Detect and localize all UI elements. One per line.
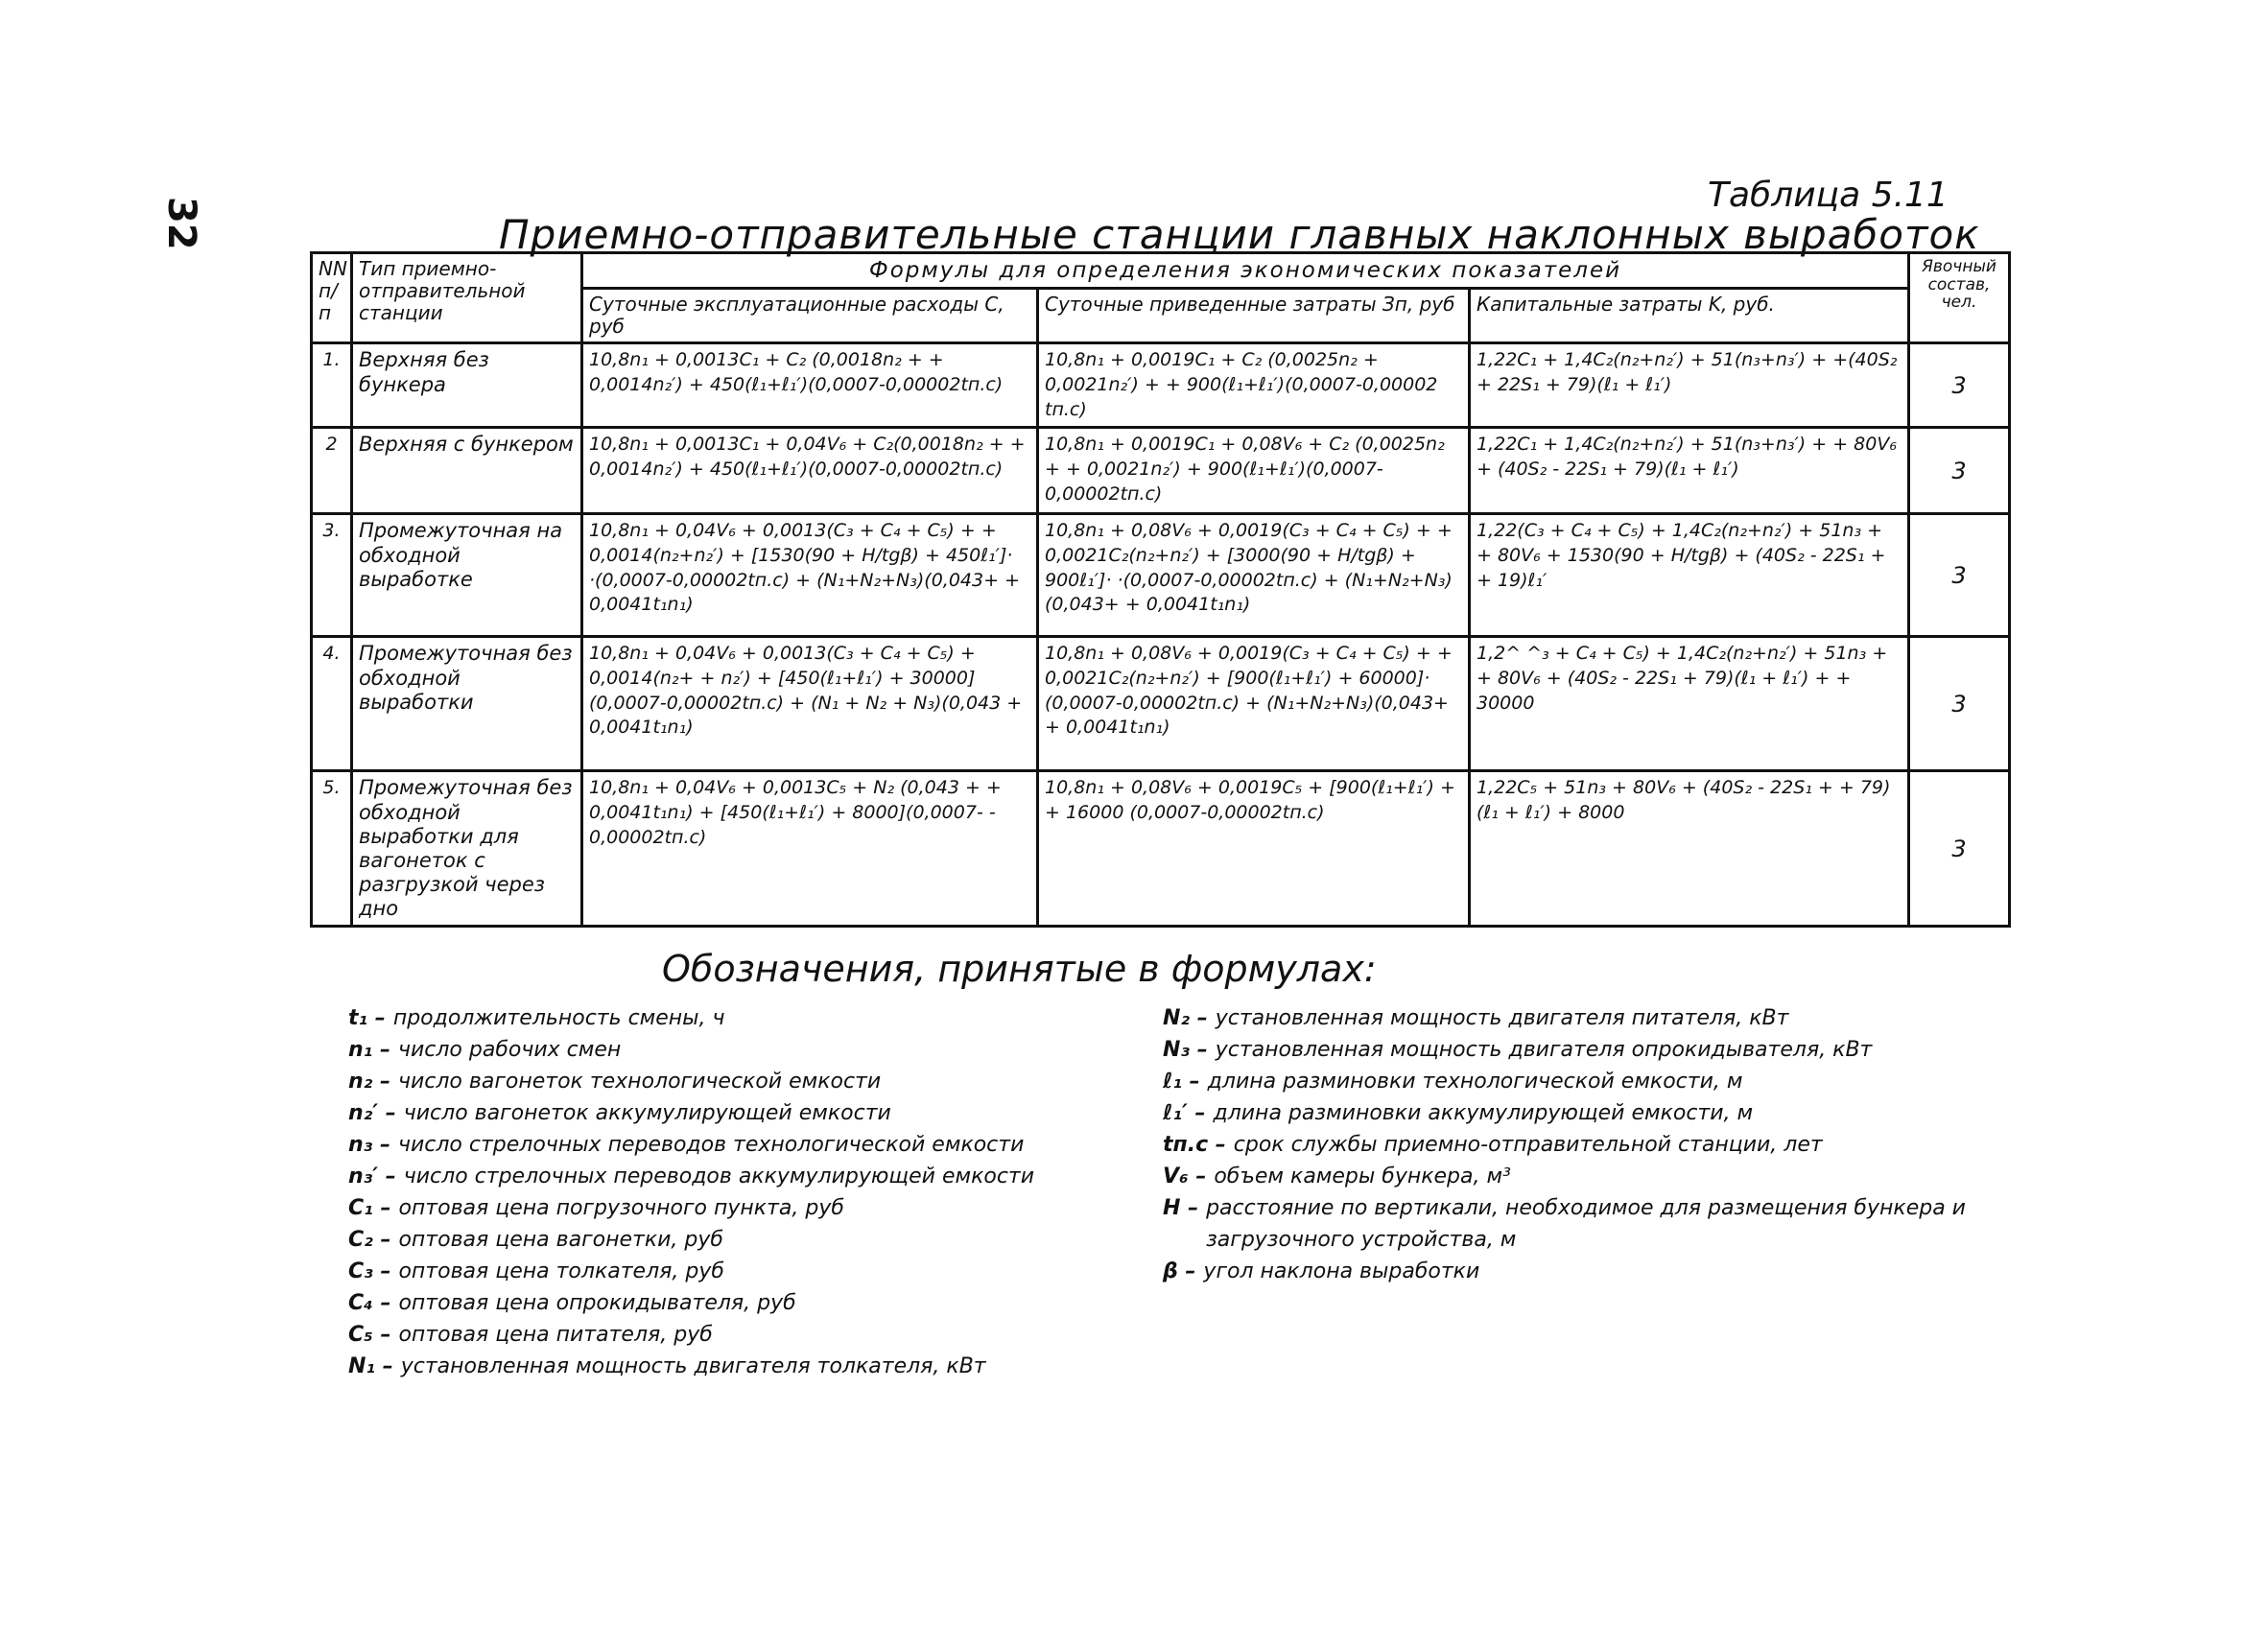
legend-item xyxy=(348,1287,1049,1319)
station-type: Верхняя с бункером xyxy=(352,428,582,514)
row-number: 5. xyxy=(312,771,352,927)
daily-costs-formula: 10,8n₁ + 0,04V₆ + 0,0013(C₃ + C₄ + C₅) + + 0,0014(n₂+n₂′) + [1530(90 + H/tgβ) + 450ℓ₁′]· ·(0,0007-0,00002tп.с) + (N₁+N₂+N₃)(0,043+ + 0,0041t₁n₁) xyxy=(582,514,1038,637)
daily-reduced-formula: 10,8n₁ + 0,08V₆ + 0,0019C₅ + [900(ℓ₁+ℓ₁′) + + 16000 (0,0007-0,00002tп.с) xyxy=(1038,771,1470,927)
daily-costs-formula: 10,8n₁ + 0,04V₆ + 0,0013C₅ + N₂ (0,043 + + 0,0041t₁n₁) + [450(ℓ₁+ℓ₁′) + 8000](0,0007- - 0,00002tп.с) xyxy=(582,771,1038,927)
daily-reduced-formula: 10,8n₁ + 0,0019C₁ + C₂ (0,0025n₂ + 0,0021n₂′) + + 900(ℓ₁+ℓ₁′)(0,0007-0,00002 tп.с) xyxy=(1038,343,1470,428)
legend-symbol: n₂′ – xyxy=(348,1101,396,1125)
legend-definition: длина разминовки аккумулирующей емкости, м xyxy=(1213,1101,1754,1125)
legend-definition: установленная мощность двигателя опрокидывателя, кВт xyxy=(1215,1038,1873,1062)
header-daily-reduced: Суточные приведенные затраты Зп, руб xyxy=(1038,289,1470,343)
legend-item xyxy=(348,1097,1049,1129)
table-title: Приемно-отправительные станции главных наклонных выработок xyxy=(499,211,1980,258)
crew-count: 3 xyxy=(1909,771,2010,927)
legend-symbol: C₃ – xyxy=(348,1259,391,1283)
legend-definition: число стрелочных переводов технологической емкости xyxy=(397,1133,1025,1157)
legend-definition: число вагонеток технологической емкости xyxy=(397,1070,882,1094)
legend-item xyxy=(348,1256,1049,1287)
row-number: 4. xyxy=(312,637,352,771)
legend-left-column xyxy=(348,1002,1049,1382)
station-type: Верхняя без бункера xyxy=(352,343,582,428)
header-nn: NN п/п xyxy=(312,253,352,343)
table-label: Таблица 5.11 xyxy=(1708,176,1949,215)
daily-costs-formula: 10,8n₁ + 0,0013C₁ + C₂ (0,0018n₂ + + 0,0014n₂′) + 450(ℓ₁+ℓ₁′)(0,0007-0,00002tп.с) xyxy=(582,343,1038,428)
crew-count: 3 xyxy=(1909,637,2010,771)
legend-item xyxy=(348,1002,1049,1034)
legend-definition: расстояние по вертикали, необходимое для размещения бункера и загрузочного устройства, м xyxy=(1206,1196,1966,1252)
crew-count: 3 xyxy=(1909,514,2010,637)
legend-definition: оптовая цена вагонетки, руб xyxy=(398,1228,723,1252)
legend-symbol: C₄ – xyxy=(348,1291,391,1315)
header-type: Тип приемно-отправительной станции xyxy=(352,253,582,343)
legend-definition: объем камеры бункера, м³ xyxy=(1214,1165,1511,1188)
crew-count: 3 xyxy=(1909,428,2010,514)
capital-formula: 1,22C₁ + 1,4C₂(n₂+n₂′) + 51(n₃+n₃′) + + 80V₆ + (40S₂ - 22S₁ + 79)(ℓ₁ + ℓ₁′) xyxy=(1470,428,1909,514)
table-row xyxy=(312,637,2010,771)
legend-item xyxy=(1163,1097,2084,1129)
table-row xyxy=(312,771,2010,927)
table-row xyxy=(312,514,2010,637)
legend-right-column xyxy=(1163,1002,2084,1287)
legend-title: Обозначения, принятые в формулах: xyxy=(662,948,1377,990)
legend-definition: угол наклона выработки xyxy=(1203,1259,1480,1283)
station-type: Промежуточная без обходной выработки xyxy=(352,637,582,771)
legend-symbol: β – xyxy=(1163,1259,1196,1283)
capital-formula: 1,22C₅ + 51n₃ + 80V₆ + (40S₂ - 22S₁ + + 79)(ℓ₁ + ℓ₁′) + 8000 xyxy=(1470,771,1909,927)
legend-item xyxy=(348,1224,1049,1256)
capital-formula: 1,2^ ^₃ + C₄ + C₅) + 1,4C₂(n₂+n₂′) + 51n₃ + + 80V₆ + (40S₂ - 22S₁ + 79)(ℓ₁ + ℓ₁′) + + 30000 xyxy=(1470,637,1909,771)
legend-symbol: N₃ – xyxy=(1163,1038,1208,1062)
legend-symbol: tп.с – xyxy=(1163,1133,1226,1157)
daily-reduced-formula: 10,8n₁ + 0,08V₆ + 0,0019(C₃ + C₄ + C₅) + + 0,0021C₂(n₂+n₂′) + [3000(90 + H/tgβ) + 900ℓ₁′]· ·(0,0007-0,00002tп.с) + (N₁+N₂+N₃)(0,043+ + 0,0041t₁n₁) xyxy=(1038,514,1470,637)
legend-symbol: ℓ₁ – xyxy=(1163,1070,1200,1094)
capital-formula: 1,22(C₃ + C₄ + C₅) + 1,4C₂(n₂+n₂′) + 51n₃ + + 80V₆ + 1530(90 + H/tgβ) + (40S₂ - 22S₁ + + 19)ℓ₁′ xyxy=(1470,514,1909,637)
station-type: Промежуточная без обходной выработки для вагонеток с разгрузкой через дно xyxy=(352,771,582,927)
legend-item xyxy=(348,1034,1049,1066)
legend-definition: срок службы приемно-отправительной станции, лет xyxy=(1233,1133,1823,1157)
stations-table xyxy=(310,251,2011,928)
legend-item xyxy=(1163,1129,2084,1161)
legend-symbol: N₁ – xyxy=(348,1354,393,1378)
daily-costs-formula: 10,8n₁ + 0,0013C₁ + 0,04V₆ + C₂(0,0018n₂ + + 0,0014n₂′) + 450(ℓ₁+ℓ₁′)(0,0007-0,00002tп.с) xyxy=(582,428,1038,514)
legend-item xyxy=(1163,1066,2084,1097)
legend-definition: число стрелочных переводов аккумулирующей емкости xyxy=(403,1165,1035,1188)
header-daily-costs: Суточные эксплуатационные расходы C, руб xyxy=(582,289,1038,343)
legend-item xyxy=(348,1319,1049,1351)
legend-item xyxy=(348,1129,1049,1161)
legend-symbol: n₃′ – xyxy=(348,1165,396,1188)
legend-definition: оптовая цена питателя, руб xyxy=(398,1323,713,1347)
legend-symbol: n₂ – xyxy=(348,1070,390,1094)
legend-definition: длина разминовки технологической емкости, м xyxy=(1207,1070,1743,1094)
table-row xyxy=(312,428,2010,514)
legend-definition: продолжительность смены, ч xyxy=(392,1006,725,1030)
crew-count: 3 xyxy=(1909,343,2010,428)
legend-symbol: N₂ – xyxy=(1163,1006,1208,1030)
legend-definition: установленная мощность двигателя питателя, кВт xyxy=(1215,1006,1789,1030)
legend-symbol: ℓ₁′ – xyxy=(1163,1101,1206,1125)
legend-item xyxy=(348,1161,1049,1192)
station-type: Промежуточная на обходной выработке xyxy=(352,514,582,637)
row-number: 3. xyxy=(312,514,352,637)
header-crew: Явочный состав, чел. xyxy=(1909,253,2010,343)
legend-definition: установленная мощность двигателя толкателя, кВт xyxy=(400,1354,986,1378)
daily-reduced-formula: 10,8n₁ + 0,08V₆ + 0,0019(C₃ + C₄ + C₅) + + 0,0021C₂(n₂+n₂′) + [900(ℓ₁+ℓ₁′) + 60000]· (0,0007-0,00002tп.с) + (N₁+N₂+N₃)(0,043+ + 0,0041t₁n₁) xyxy=(1038,637,1470,771)
legend-item xyxy=(1163,1002,2084,1034)
legend-definition: оптовая цена погрузочного пункта, руб xyxy=(398,1196,844,1220)
capital-formula: 1,22C₁ + 1,4C₂(n₂+n₂′) + 51(n₃+n₃′) + +(40S₂ + 22S₁ + 79)(ℓ₁ + ℓ₁′) xyxy=(1470,343,1909,428)
legend-definition: число вагонеток аккумулирующей емкости xyxy=(403,1101,891,1125)
legend-definition: число рабочих смен xyxy=(397,1038,622,1062)
legend-symbol: C₁ – xyxy=(348,1196,391,1220)
legend-item xyxy=(1163,1161,2084,1192)
legend-symbol: C₅ – xyxy=(348,1323,391,1347)
daily-reduced-formula: 10,8n₁ + 0,0019C₁ + 0,08V₆ + C₂ (0,0025n₂ + + 0,0021n₂′) + 900(ℓ₁+ℓ₁′)(0,0007-0,00002tп.с) xyxy=(1038,428,1470,514)
legend-definition: оптовая цена толкателя, руб xyxy=(398,1259,724,1283)
legend-symbol: H – xyxy=(1163,1196,1199,1220)
daily-costs-formula: 10,8n₁ + 0,04V₆ + 0,0013(C₃ + C₄ + C₅) + 0,0014(n₂+ + n₂′) + [450(ℓ₁+ℓ₁′) + 30000](0,0007-0,00002tп.с) + (N₁ + N₂ + N₃)(0,043 + 0,0041t₁n₁) xyxy=(582,637,1038,771)
legend-symbol: V₆ – xyxy=(1163,1165,1207,1188)
legend-item xyxy=(1163,1192,2084,1256)
legend-item xyxy=(1163,1256,2084,1287)
row-number: 1. xyxy=(312,343,352,428)
legend-item xyxy=(348,1351,1049,1382)
table-row xyxy=(312,343,2010,428)
legend-definition: оптовая цена опрокидывателя, руб xyxy=(398,1291,796,1315)
header-capital: Капитальные затраты K, руб. xyxy=(1470,289,1909,343)
legend-item xyxy=(348,1192,1049,1224)
row-number: 2 xyxy=(312,428,352,514)
page-number: 32 xyxy=(159,197,203,250)
header-formulas-group: Формулы для определения экономических показателей xyxy=(582,253,1909,289)
legend-symbol: n₁ – xyxy=(348,1038,390,1062)
legend-symbol: t₁ – xyxy=(348,1006,386,1030)
legend-symbol: n₃ – xyxy=(348,1133,390,1157)
legend-item xyxy=(348,1066,1049,1097)
legend-item xyxy=(1163,1034,2084,1066)
legend-symbol: C₂ – xyxy=(348,1228,391,1252)
